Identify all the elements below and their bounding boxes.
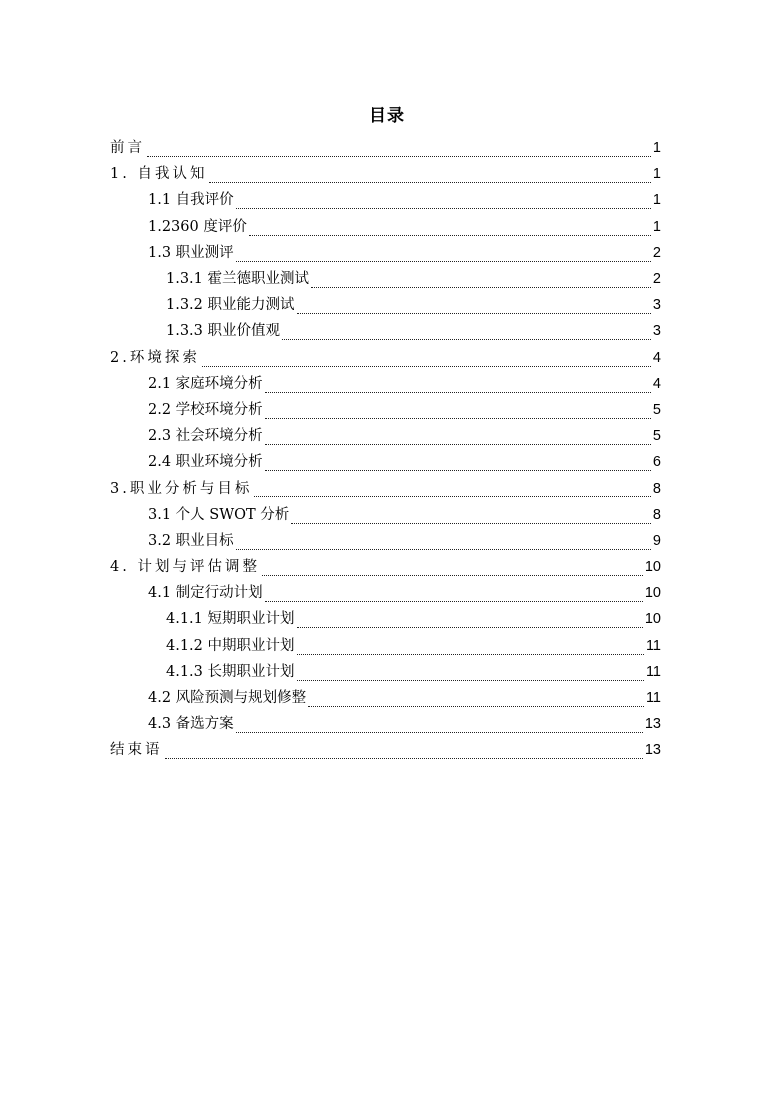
toc-entry-label: 2.3 社会环境分析 (148, 428, 263, 445)
toc-title: 目录 (369, 106, 405, 126)
dot-leader (282, 327, 651, 340)
dot-leader (265, 406, 651, 419)
dot-leader (297, 668, 644, 681)
toc-entry-label: 4.3 备选方案 (148, 716, 234, 733)
toc-entry-page-number: 8 (652, 506, 661, 523)
dot-leader (291, 511, 651, 524)
toc-entry-page-number: 8 (652, 480, 661, 497)
dot-leader (236, 249, 651, 262)
toc-entry[interactable] (148, 449, 661, 475)
toc-entry-page-number: 5 (652, 428, 661, 445)
toc-entry[interactable] (148, 187, 661, 213)
toc-entry[interactable] (148, 397, 661, 423)
toc-entry[interactable] (110, 345, 661, 371)
dot-leader (265, 432, 651, 445)
toc-entry-label: 1.2360 度评价 (148, 218, 247, 235)
toc-entry-label: 4. 计划与评估调整 (110, 559, 260, 576)
toc-entry-label: 3.1 个人 SWOT 分析 (148, 506, 290, 523)
toc-entry-label: 4.1.2 中期职业计划 (166, 637, 295, 654)
dot-leader (265, 589, 643, 602)
toc-entry-label: 4.2 风险预测与规划修整 (148, 690, 307, 707)
dot-leader (236, 537, 651, 550)
toc-entry-label: 1.3.2 职业能力测试 (166, 297, 295, 314)
toc-entry[interactable] (110, 737, 661, 763)
toc-entry-label: 前言 (110, 140, 145, 157)
toc-entry-page-number: 11 (645, 663, 661, 680)
dot-leader (254, 484, 651, 497)
toc-entry[interactable] (110, 161, 661, 187)
toc-entry[interactable] (148, 423, 661, 449)
dot-leader (311, 275, 651, 288)
toc-entry-label: 4.1.3 长期职业计划 (166, 663, 295, 680)
dot-leader (165, 746, 643, 759)
toc-entry-label: 4.1.1 短期职业计划 (166, 611, 295, 628)
toc-entry-page-number: 1 (652, 192, 661, 209)
toc-entry-label: 1.3.3 职业价值观 (166, 323, 281, 340)
dot-leader (147, 144, 651, 157)
toc-entry-page-number: 13 (644, 716, 661, 733)
toc-entry-label: 结束语 (110, 742, 163, 759)
toc-entry-page-number: 11 (645, 690, 661, 707)
toc-entry-label: 3.职业分析与目标 (110, 480, 253, 497)
toc-entry[interactable] (148, 214, 661, 240)
toc-entry[interactable] (148, 240, 661, 266)
toc-entry[interactable] (166, 292, 661, 318)
toc-entry[interactable] (110, 135, 661, 161)
toc-entry-page-number: 1 (652, 218, 661, 235)
toc-entry[interactable] (166, 633, 661, 659)
toc-entry[interactable] (148, 580, 661, 606)
toc-entry[interactable] (148, 528, 661, 554)
toc-entry-page-number: 10 (644, 611, 661, 628)
toc-entry[interactable] (166, 318, 661, 344)
toc-entry-page-number: 3 (652, 323, 661, 340)
toc-entry-page-number: 2 (652, 244, 661, 261)
toc-entry[interactable] (148, 711, 661, 737)
toc-entry-page-number: 2 (652, 271, 661, 288)
toc-entry-label: 4.1 制定行动计划 (148, 585, 263, 602)
toc-entry-label: 3.2 职业目标 (148, 532, 234, 549)
toc-entry-label: 2.环境探索 (110, 349, 200, 366)
toc-entry-page-number: 10 (644, 559, 661, 576)
toc-entry-label: 1.1 自我评价 (148, 192, 234, 209)
toc-entry-label: 2.1 家庭环境分析 (148, 375, 263, 392)
dot-leader (202, 354, 651, 367)
dot-leader (297, 642, 644, 655)
toc-entry[interactable] (110, 554, 661, 580)
dot-leader (308, 694, 644, 707)
dot-leader (236, 196, 651, 209)
dot-leader (265, 380, 651, 393)
toc-entry[interactable] (166, 606, 661, 632)
toc-entry-label: 1.3 职业测评 (148, 244, 234, 261)
dot-leader (249, 223, 651, 236)
toc-entry[interactable] (148, 502, 661, 528)
toc-entry[interactable] (148, 371, 661, 397)
toc-entry-page-number: 11 (645, 637, 661, 654)
dot-leader (236, 720, 643, 733)
dot-leader (297, 301, 651, 314)
dot-leader (297, 615, 643, 628)
toc-entry-label: 1.3.1 霍兰德职业测试 (166, 271, 310, 288)
toc-list (0, 135, 774, 764)
toc-entry-page-number: 4 (652, 349, 661, 366)
dot-leader (209, 170, 650, 183)
toc-entry-page-number: 5 (652, 401, 661, 418)
toc-entry-page-number: 3 (652, 297, 661, 314)
toc-entry-page-number: 1 (652, 140, 661, 157)
toc-entry-label: 2.4 职业环境分析 (148, 454, 263, 471)
toc-entry[interactable] (148, 685, 661, 711)
toc-entry-label: 1. 自我认知 (110, 166, 208, 183)
toc-entry-page-number: 6 (652, 454, 661, 471)
toc-entry-page-number: 10 (644, 585, 661, 602)
toc-entry[interactable] (166, 266, 661, 292)
toc-entry-page-number: 4 (652, 375, 661, 392)
dot-leader (262, 563, 643, 576)
toc-entry[interactable] (110, 475, 661, 501)
toc-entry-page-number: 1 (652, 166, 661, 183)
toc-entry[interactable] (166, 659, 661, 685)
toc-entry-label: 2.2 学校环境分析 (148, 401, 263, 418)
toc-entry-page-number: 9 (652, 532, 661, 549)
toc-entry-page-number: 13 (644, 742, 661, 759)
dot-leader (265, 458, 651, 471)
